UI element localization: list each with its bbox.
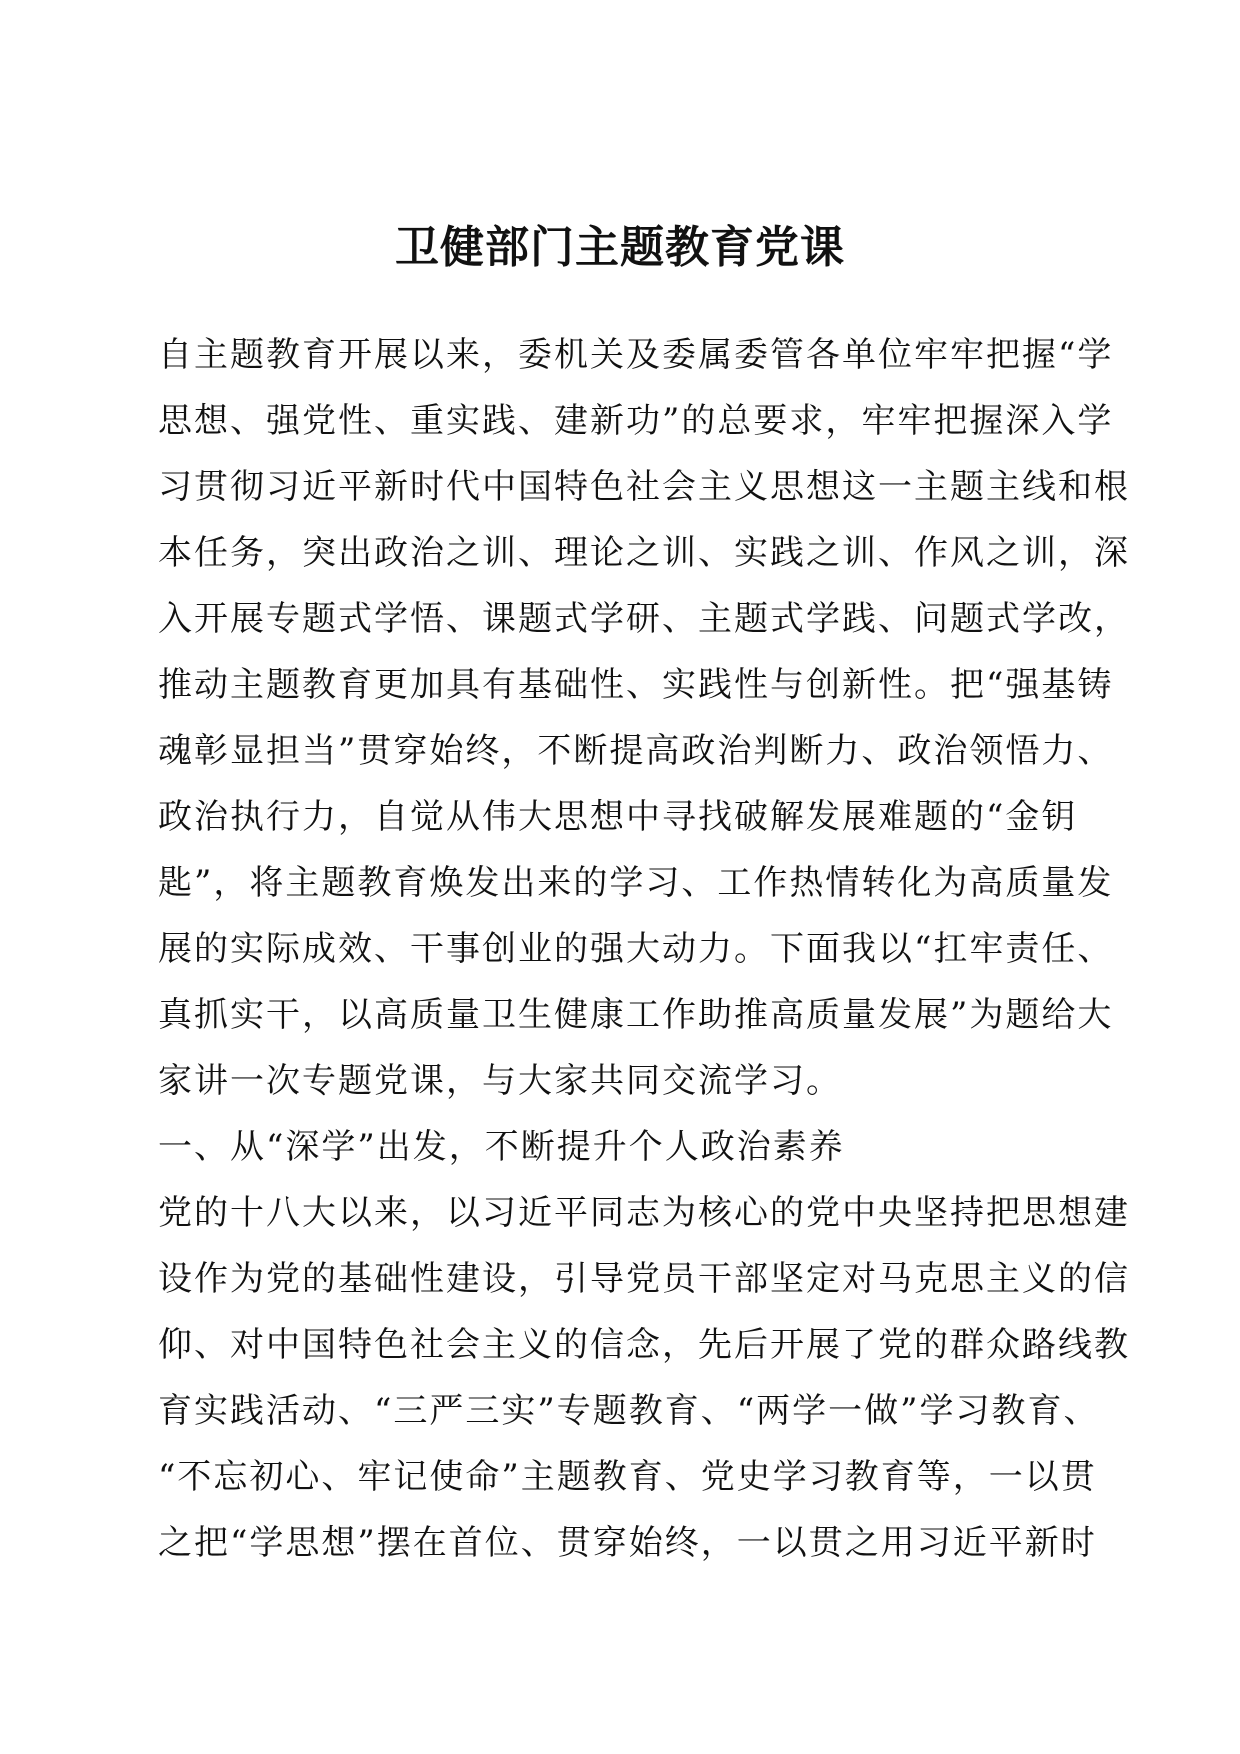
body-line: “不忘初心、牢记使命”主题教育、党史学习教育等，一以贯 [158, 1457, 1097, 1497]
body-line: 入开展专题式学悟、课题式学研、主题式学践、问题式学改， [158, 599, 1130, 639]
body-line: 之把“学思想”摆在首位、贯穿始终，一以贯之用习近平新时 [158, 1523, 1097, 1563]
body-line: 政治执行力，自觉从伟大思想中寻找破解发展难题的“金钥 [158, 797, 1078, 837]
body-line: 自主题教育开展以来，委机关及委属委管各单位牢牢把握“学 [158, 335, 1114, 375]
body-line: 习贯彻习近平新时代中国特色社会主义思想这一主题主线和根 [158, 467, 1130, 507]
body-line: 党的十八大以来，以习近平同志为核心的党中央坚持把思想建 [158, 1193, 1130, 1233]
section-heading: 一、从“深学”出发，不断提升个人政治素养 [158, 1127, 845, 1167]
body-line: 育实践活动、“三严三实”专题教育、“两学一做”学习教育、 [158, 1391, 1100, 1431]
body-line: 推动主题教育更加具有基础性、实践性与创新性。把“强基铸 [158, 665, 1114, 705]
body-line: 家讲一次专题党课，与大家共同交流学习。 [158, 1061, 842, 1101]
body-line: 思想、强党性、重实践、建新功”的总要求，牢牢把握深入学 [158, 401, 1114, 441]
body-line: 仰、对中国特色社会主义的信念，先后开展了党的群众路线教 [158, 1325, 1130, 1365]
body-line: 设作为党的基础性建设，引导党员干部坚定对马克思主义的信 [158, 1259, 1130, 1299]
body-line: 魂彰显担当”贯穿始终，不断提高政治判断力、政治领悟力、 [158, 731, 1114, 771]
document-body [158, 322, 1238, 1576]
document-title: 卫健部门主题教育党课 [395, 222, 845, 273]
body-line: 本任务，突出政治之训、理论之训、实践之训、作风之训，深 [158, 533, 1130, 573]
body-line: 展的实际成效、干事创业的强大动力。下面我以“扛牢责任、 [158, 929, 1114, 969]
body-line: 匙”，将主题教育焕发出来的学习、工作热情转化为高质量发 [158, 863, 1114, 903]
body-line: 真抓实干，以高质量卫生健康工作助推高质量发展”为题给大 [158, 995, 1114, 1035]
